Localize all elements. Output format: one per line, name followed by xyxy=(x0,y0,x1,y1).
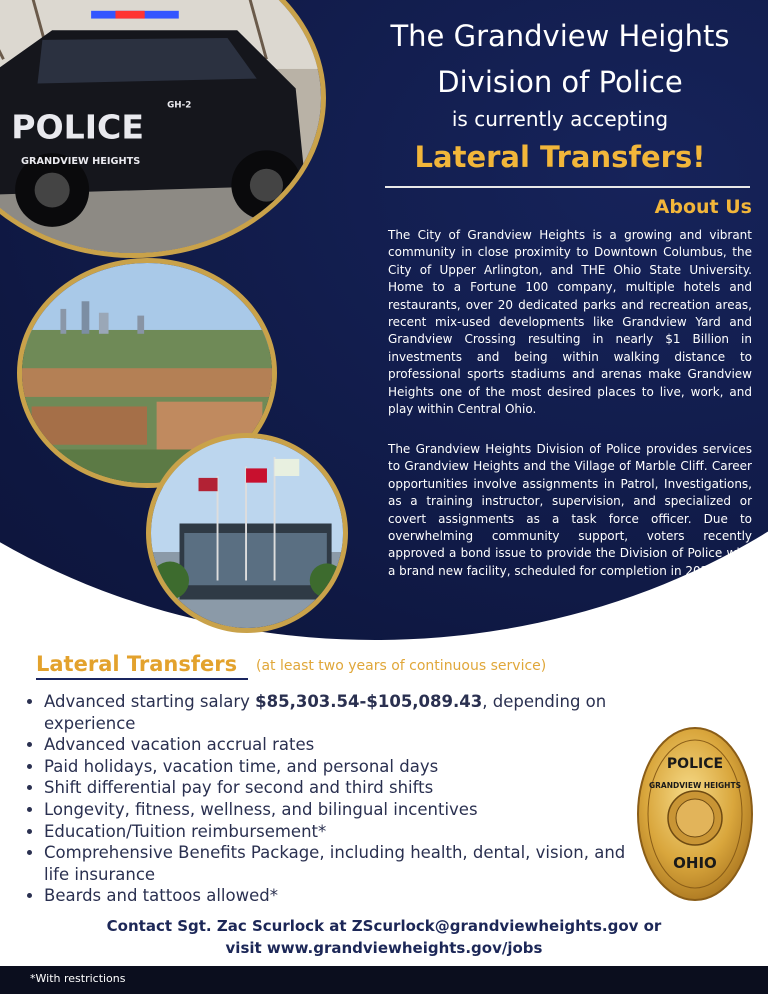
benefit-salary xyxy=(44,691,644,734)
badge-police-text: POLICE xyxy=(666,756,724,772)
title-line-2: Division of Police xyxy=(437,65,683,99)
lateral-transfers-heading: Lateral Transfers xyxy=(36,652,238,676)
benefit-item: • Shift differential pay for second and third shifts xyxy=(44,777,644,799)
salary-range: $85,303.54-$105,089.43 xyxy=(255,692,483,711)
benefits-list xyxy=(26,691,644,907)
salary-prefix: Advanced starting salary xyxy=(44,692,256,711)
badge-grandview-text: GRANDVIEW HEIGHTS xyxy=(649,781,741,790)
car-unit-text: GH-2 xyxy=(167,100,192,111)
subtitle: is currently accepting xyxy=(451,107,669,131)
benefit-item: • Advanced vacation accrual rates xyxy=(44,734,644,756)
lateral-heading-underline xyxy=(36,678,248,680)
contact-line-2: visit www.grandviewheights.gov/jobs xyxy=(225,939,543,957)
about-us-heading: About Us xyxy=(654,196,752,218)
benefit-item: • Longevity, fitness, wellness, and bilingual incentives xyxy=(44,799,644,821)
about-paragraph-2: The Grandview Heights Division of Police provides services to Grandview Heights and the Village of Marble Cliff. Career opportunities involve assignments in Patrol, Investigations, as a training instructor, supervision, and specialized or covert assignments as a task force officer. Due to overwhelming community support, voters recently approved a bond issue to provide the Division of Police with a brand new facility, scheduled for completion in 2025. xyxy=(388,442,752,578)
police-facility-photo xyxy=(146,433,348,633)
title-line-1: The Grandview Heights xyxy=(390,19,730,53)
about-paragraph-1: The City of Grandview Heights is a growing and vibrant community in close proximity to Downtown Columbus, the City of Upper Arlington, and THE Ohio State University. Home to a Fortune 100 company, multiple hotels and restaurants, over 20 dedicated parks and recreation areas, recent mix-used developments like Grandview Yard and Grandview Crossing resulting in nearly $1 Billion in investments and being within walking distance to professional sports stadiums and arenas make Grandview Heights one of the most desired places to live, work, and play within Central Ohio. xyxy=(388,228,752,417)
benefit-item: • Paid holidays, vacation time, and personal days xyxy=(44,756,644,778)
salary-suffix: , depending on experience xyxy=(44,692,607,733)
benefit-item: • Comprehensive Benefits Package, including health, dental, vision, and life insurance xyxy=(44,842,644,885)
title-divider xyxy=(385,186,750,188)
footnote: *With restrictions xyxy=(30,972,126,985)
contact-line-1: Contact Sgt. Zac Scurlock at ZScurlock@grandviewheights.gov or xyxy=(106,917,662,935)
benefit-item: • Education/Tuition reimbursement* xyxy=(44,821,644,843)
car-police-text: POLICE xyxy=(11,107,144,147)
car-grandview-text: GRANDVIEW HEIGHTS xyxy=(20,155,141,167)
police-badge-icon xyxy=(636,726,754,902)
badge-ohio-text: OHIO xyxy=(673,854,717,872)
benefit-item: • Beards and tattoos allowed* xyxy=(44,885,644,907)
lateral-transfers-highlight: Lateral Transfers! xyxy=(414,140,706,174)
lateral-qualifier: (at least two years of continuous service) xyxy=(256,658,547,674)
